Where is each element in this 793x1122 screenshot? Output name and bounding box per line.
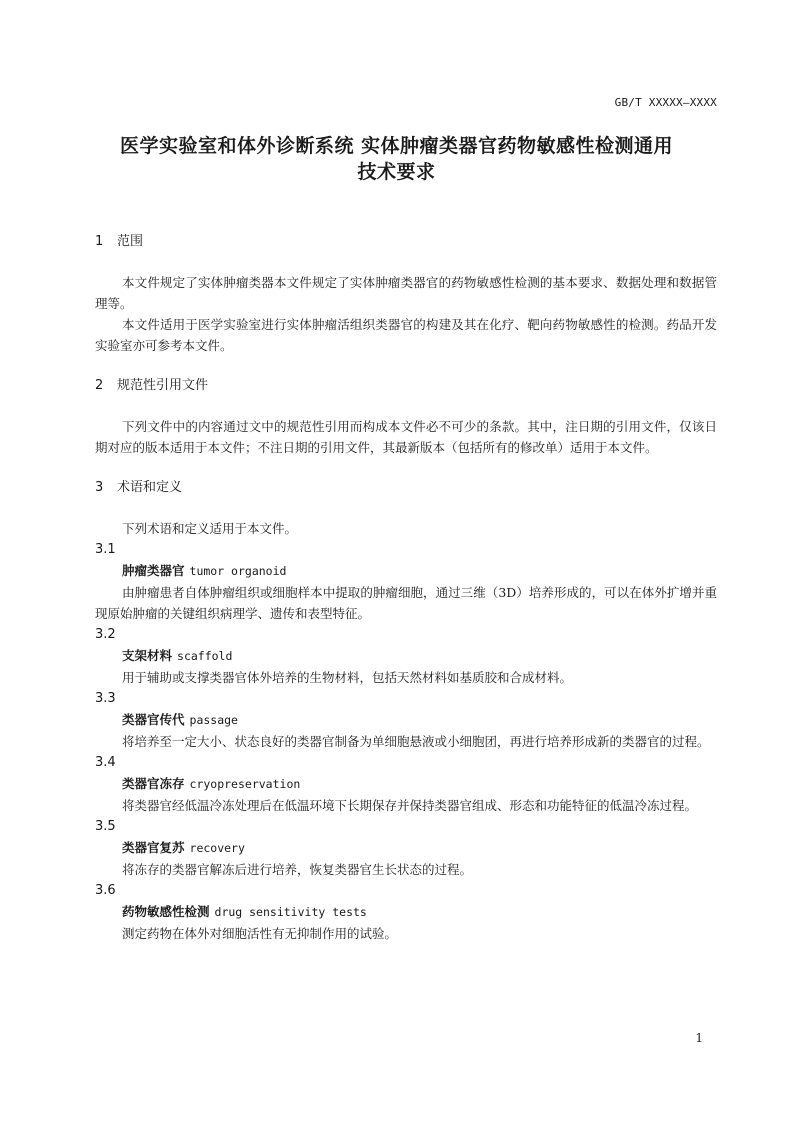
term-number: 3.5 (95, 819, 116, 834)
term-name-zh: 药物敏感性检测 (122, 904, 210, 919)
term-name-zh: 类器官冻存 (122, 776, 185, 791)
term-name-zh: 类器官复苏 (122, 840, 185, 855)
paragraph: 本文件规定了实体肿瘤类器本文件规定了实体肿瘤类器官的药物敏感性检测的基本要求、数据处理和数据管理等。 (95, 275, 717, 311)
section-title: 术语和定义 (117, 480, 183, 495)
term-entry (95, 817, 717, 880)
term-name-en: drug sensitivity tests (214, 905, 367, 919)
section-heading-scope (95, 232, 717, 252)
term-name-zh: 支架材料 (122, 648, 173, 663)
section-title: 范围 (117, 234, 144, 249)
term-number: 3.1 (95, 542, 116, 557)
term-name (95, 773, 717, 795)
term-name-en: tumor organoid (189, 564, 287, 578)
term-name-en: cryopreservation (189, 777, 301, 791)
term-definition: 将培养至一定大小、状态良好的类器官制备为单细胞悬液或小细胞团，再进行培养形成新的类器官的过程。 (122, 734, 710, 749)
term-entry (95, 689, 717, 752)
term-definition: 将类器官经低温冷冻处理后在低温环境下长期保存并保持类器官组成、形态和功能特征的低温冷冻过程。 (122, 798, 698, 813)
section-title: 规范性引用文件 (117, 378, 209, 393)
term-entry (95, 753, 717, 816)
term-name-zh: 类器官传代 (122, 712, 185, 727)
term-name-en: recovery (189, 841, 245, 855)
standard-code: GB/T XXXXX—XXXX (614, 96, 717, 109)
section-number: 2 (95, 378, 104, 393)
term-definition: 测定药物在体外对细胞活性有无抑制作用的试验。 (122, 926, 398, 941)
term-entry (95, 881, 717, 944)
section-heading-normative-references (95, 376, 717, 396)
page-number: 1 (695, 1031, 703, 1045)
paragraph: 下列术语和定义适用于本文件。 (122, 521, 298, 536)
term-number: 3.4 (95, 755, 116, 770)
title-line-2: 技术要求 (357, 161, 436, 183)
term-name-zh: 肿瘤类器官 (122, 563, 185, 578)
section-number: 1 (95, 234, 104, 249)
document-title (60, 133, 733, 185)
term-name (95, 901, 717, 923)
term-name (95, 837, 717, 859)
paragraph: 下列文件中的内容通过文中的规范性引用而构成本文件必不可少的条款。其中，注日期的引用文件，仅该日期对应的版本适用于本文件；不注日期的引用文件，其最新版本（包括所有的修改单）适用于本文件。 (95, 419, 717, 455)
section-heading-terms-definitions (95, 478, 717, 498)
term-name (95, 560, 717, 582)
title-line-1: 医学实验室和体外诊断系统 实体肿瘤类器官药物敏感性检测通用 (119, 135, 674, 157)
term-name-en: passage (189, 713, 238, 727)
term-number: 3.2 (95, 627, 116, 642)
term-definition: 由肿瘤患者自体肿瘤组织或细胞样本中提取的肿瘤细胞，通过三维（3D）培养形成的，可以在体外扩增并重现原始肿瘤的关键组织病理学、遗传和表型特征。 (95, 585, 717, 621)
term-number: 3.6 (95, 883, 116, 898)
term-definition: 将冻存的类器官解冻后进行培养，恢复类器官生长状态的过程。 (122, 862, 473, 877)
document-body (95, 232, 717, 944)
term-definition: 用于辅助或支撑类器官体外培养的生物材料，包括天然材料如基质胶和合成材料。 (122, 670, 573, 685)
term-name-en: scaffold (177, 649, 233, 663)
term-name (95, 645, 717, 667)
term-name (95, 709, 717, 731)
term-entry (95, 540, 717, 624)
section-number: 3 (95, 480, 104, 495)
term-number: 3.3 (95, 691, 116, 706)
paragraph: 本文件适用于医学实验室进行实体肿瘤活组织类器官的构建及其在化疗、靶向药物敏感性的检测。药品开发实验室亦可参考本文件。 (95, 317, 717, 353)
term-entry (95, 625, 717, 688)
